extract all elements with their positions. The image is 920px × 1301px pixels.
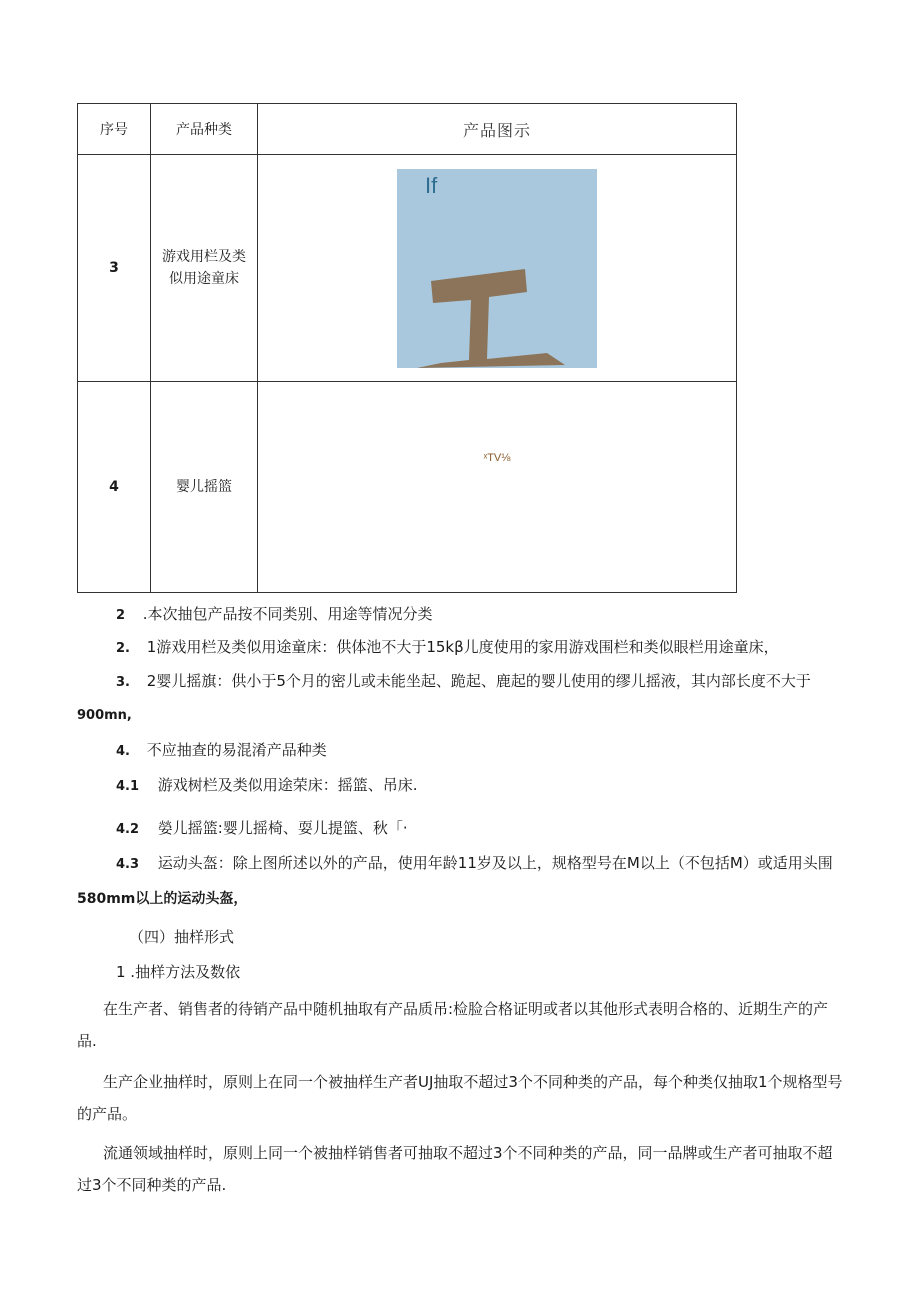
paragraph-number: 3. xyxy=(116,675,130,690)
paragraph xyxy=(116,604,433,626)
paragraph-number: 4.3 xyxy=(116,857,140,872)
paragraph-continuation: 580mm以上的运动头盔， xyxy=(77,891,248,907)
paragraph-continuation: 900mn, xyxy=(77,708,132,723)
table-row xyxy=(78,382,737,593)
paragraph-number: 2 xyxy=(116,608,126,623)
body-paragraph: 流通领域抽样时，原则上同一个被抽样销售者可抽取不超过3个不同种类的产品，同一品牌或生产者可抽取不超过3个不同种类的产品. xyxy=(77,1144,833,1194)
paragraph-text: .本次抽包产品按不同类别、用途等情况分类 xyxy=(142,605,433,623)
header-image: 产品图示 xyxy=(258,104,737,155)
row-number: 4 xyxy=(78,382,151,593)
paragraph-number: 4.2 xyxy=(116,822,140,837)
row-image-cell xyxy=(258,382,737,593)
paragraph-number: 4. xyxy=(116,744,130,759)
paragraph-text: 嫈儿摇篮:婴儿摇椅、耍儿提篮、秋「· xyxy=(157,819,408,837)
body-paragraph: 生产企业抽样时，原则上在同一个被抽样生产者UJ抽取不超过3个不同种类的产品，每个种类仅抽取1个规格型号的产品。 xyxy=(77,1073,843,1123)
paragraph-text: 1游戏用栏及类似用途童床：供体池不大于15kβ儿度使用的家用游戏围栏和类似眼栏用途童床， xyxy=(146,638,779,656)
paragraph-text: 2婴儿摇旗：供小于5个月的密儿或未能坐起、跪起、鹿起的婴儿使用的缪儿摇液，其内部长度不大于 xyxy=(146,672,811,690)
body-paragraph: 在生产者、销售者的待销产品中随机抽取有产品质吊:检脸合格证明或者以其他形式表明合格的、近期生产的产品. xyxy=(77,1000,829,1050)
image-placeholder-text: ˣTV⅛ xyxy=(483,452,511,464)
table-row xyxy=(78,155,737,382)
paragraph-text: 运动头盔：除上图所述以外的产品，使用年龄11岁及以上，规格型号在M以上（不包括M）或适用头围 xyxy=(157,854,833,872)
paragraph xyxy=(116,740,327,762)
paragraph xyxy=(116,853,833,875)
row-number: 3 xyxy=(78,155,151,382)
header-no: 序号 xyxy=(78,104,151,155)
paragraph xyxy=(116,818,408,840)
subsection-heading: 1 .抽样方法及数依 xyxy=(116,963,241,981)
paragraph-number: 2. xyxy=(116,641,130,656)
row-image-cell xyxy=(258,155,737,382)
section-heading: （四）抽样形式 xyxy=(129,928,235,946)
paragraph-text: 游戏树栏及类似用途荣床：摇篮、吊床. xyxy=(157,776,418,794)
paragraph-number: 4.1 xyxy=(116,779,140,794)
header-kind: 产品种类 xyxy=(151,104,258,155)
product-photo xyxy=(397,169,597,368)
paragraph xyxy=(116,671,811,693)
photo-tag-text: If xyxy=(425,172,438,198)
paragraph xyxy=(116,775,418,797)
row-kind: 婴儿摇篮 xyxy=(151,382,258,593)
paragraph-text: 不应抽查的易混淆产品种类 xyxy=(146,741,327,759)
paragraph xyxy=(116,637,779,659)
product-table xyxy=(77,103,737,593)
table-header-row xyxy=(78,104,737,155)
row-kind: 游戏用栏及类似用途童床 xyxy=(151,155,258,382)
